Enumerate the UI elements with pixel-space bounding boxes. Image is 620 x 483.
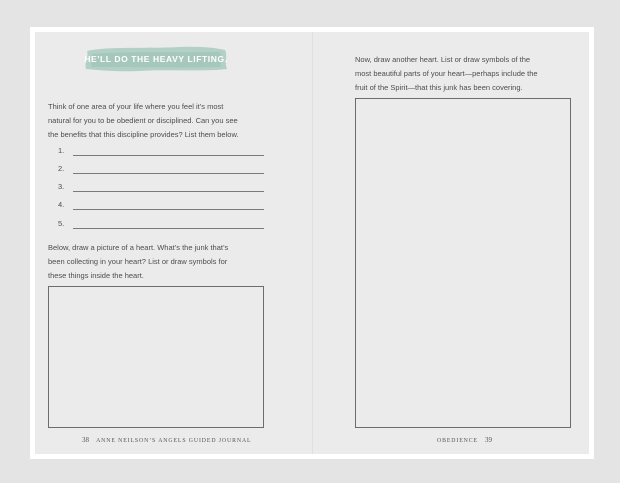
list-item[interactable] [58,219,264,229]
list-number: 1. [58,146,65,155]
list-number: 3. [58,182,65,191]
section-banner [84,45,228,73]
writing-line[interactable] [73,209,264,210]
text-line: been collecting in your heart? List or draw symbols for [48,257,228,266]
running-head: OBEDIENCE [437,438,478,444]
list-item[interactable] [58,200,264,210]
heart-drawing-box[interactable] [48,286,264,428]
list-item[interactable] [58,182,264,192]
writing-line[interactable] [73,173,264,174]
page-number: 39 [485,436,493,444]
text-line: the benefits that this discipline provides? List them below. [48,130,239,139]
list-number: 4. [58,200,65,209]
text-line: Think of one area of your life where you feel it’s most [48,102,224,111]
prompt-beautiful-heart [355,53,538,95]
page-number: 38 [82,436,89,444]
running-head: ANNE NEILSON’S ANGELS GUIDED JOURNAL [96,438,252,444]
list-item[interactable] [58,146,264,156]
prompt-heart [48,241,228,283]
list-number: 2. [58,164,65,173]
heart-drawing-box-2[interactable] [355,98,571,428]
text-line: Below, draw a picture of a heart. What’s the junk that’s [48,243,229,252]
text-line: most beautiful parts of your heart—perhaps include the [355,69,538,78]
writing-line[interactable] [73,191,264,192]
text-line: fruit of the Spirit—that this junk has been covering. [355,83,523,92]
list-number: 5. [58,219,65,228]
left-footer [82,436,251,445]
writing-line[interactable] [73,228,264,229]
prompt-benefits [48,100,239,142]
banner-title: HE'LL DO THE HEAVY LIFTING. [84,54,228,64]
text-line: Now, draw another heart. List or draw symbols of the [355,55,531,64]
list-item[interactable] [58,164,264,174]
gutter [312,32,313,454]
writing-line[interactable] [73,155,264,156]
text-line: these things inside the heart. [48,271,144,280]
right-footer [437,436,492,445]
text-line: natural for you to be obedient or disciplined. Can you see [48,116,238,125]
